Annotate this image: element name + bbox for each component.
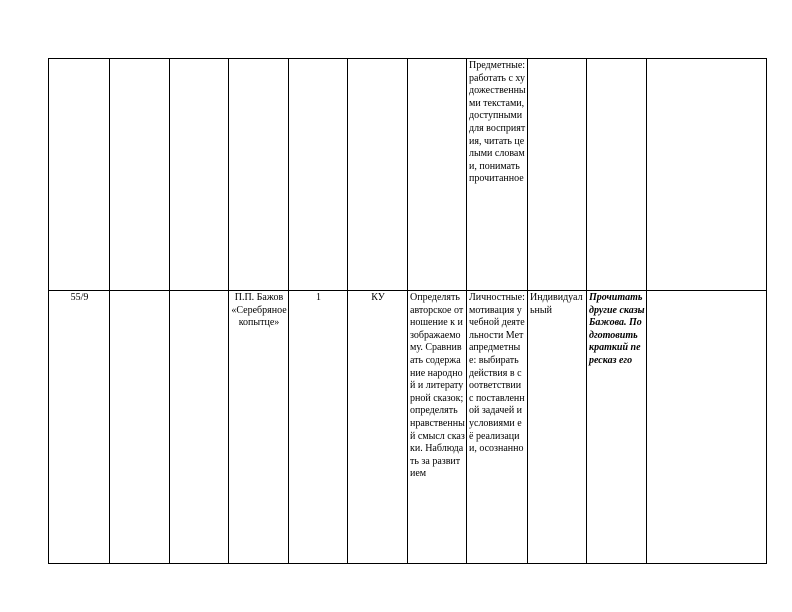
cell-subject-results: Предметные: работать с художественными текстами, доступными для восприятия, читать целыми словами, понимать прочитанное (467, 59, 528, 291)
cell-topic: П.П. Бажов «Серебряное копытце» (229, 291, 289, 564)
cell-homework: Прочитать другие сказы Бажова. Подготовить краткий пересказ его (587, 291, 647, 564)
results-text: Личностные: мотивация учебной деятельности Метапредметные: выбирать действия в соответствии с поставленной задачей и условиями её реализации, осознанно (469, 292, 525, 455)
cell-results (467, 291, 528, 564)
activities-text: Определять авторское отношение к изображаемому. Сравнивать содержание народной и литературной сказок; определять нравственный смысл сказки. Наблюдать за развитием (410, 292, 465, 480)
cell-empty (170, 291, 229, 564)
cell-empty (528, 59, 587, 291)
cell-hours: 1 (289, 291, 348, 564)
cell-empty (647, 59, 767, 291)
cell-lesson-number: 55/9 (49, 291, 110, 564)
cell-empty (289, 59, 348, 291)
table-row (49, 291, 767, 564)
cell-empty (110, 291, 170, 564)
cell-empty (229, 59, 289, 291)
lesson-plan-table (48, 58, 767, 564)
table-row (49, 59, 767, 291)
cell-empty (49, 59, 110, 291)
cell-empty (348, 59, 408, 291)
cell-form: Индивидуальный (528, 291, 587, 564)
cell-activities (408, 291, 467, 564)
cell-empty (587, 59, 647, 291)
cell-empty (170, 59, 229, 291)
cell-empty (408, 59, 467, 291)
cell-lesson-type: КУ (348, 291, 408, 564)
cell-empty (110, 59, 170, 291)
cell-empty (647, 291, 767, 564)
